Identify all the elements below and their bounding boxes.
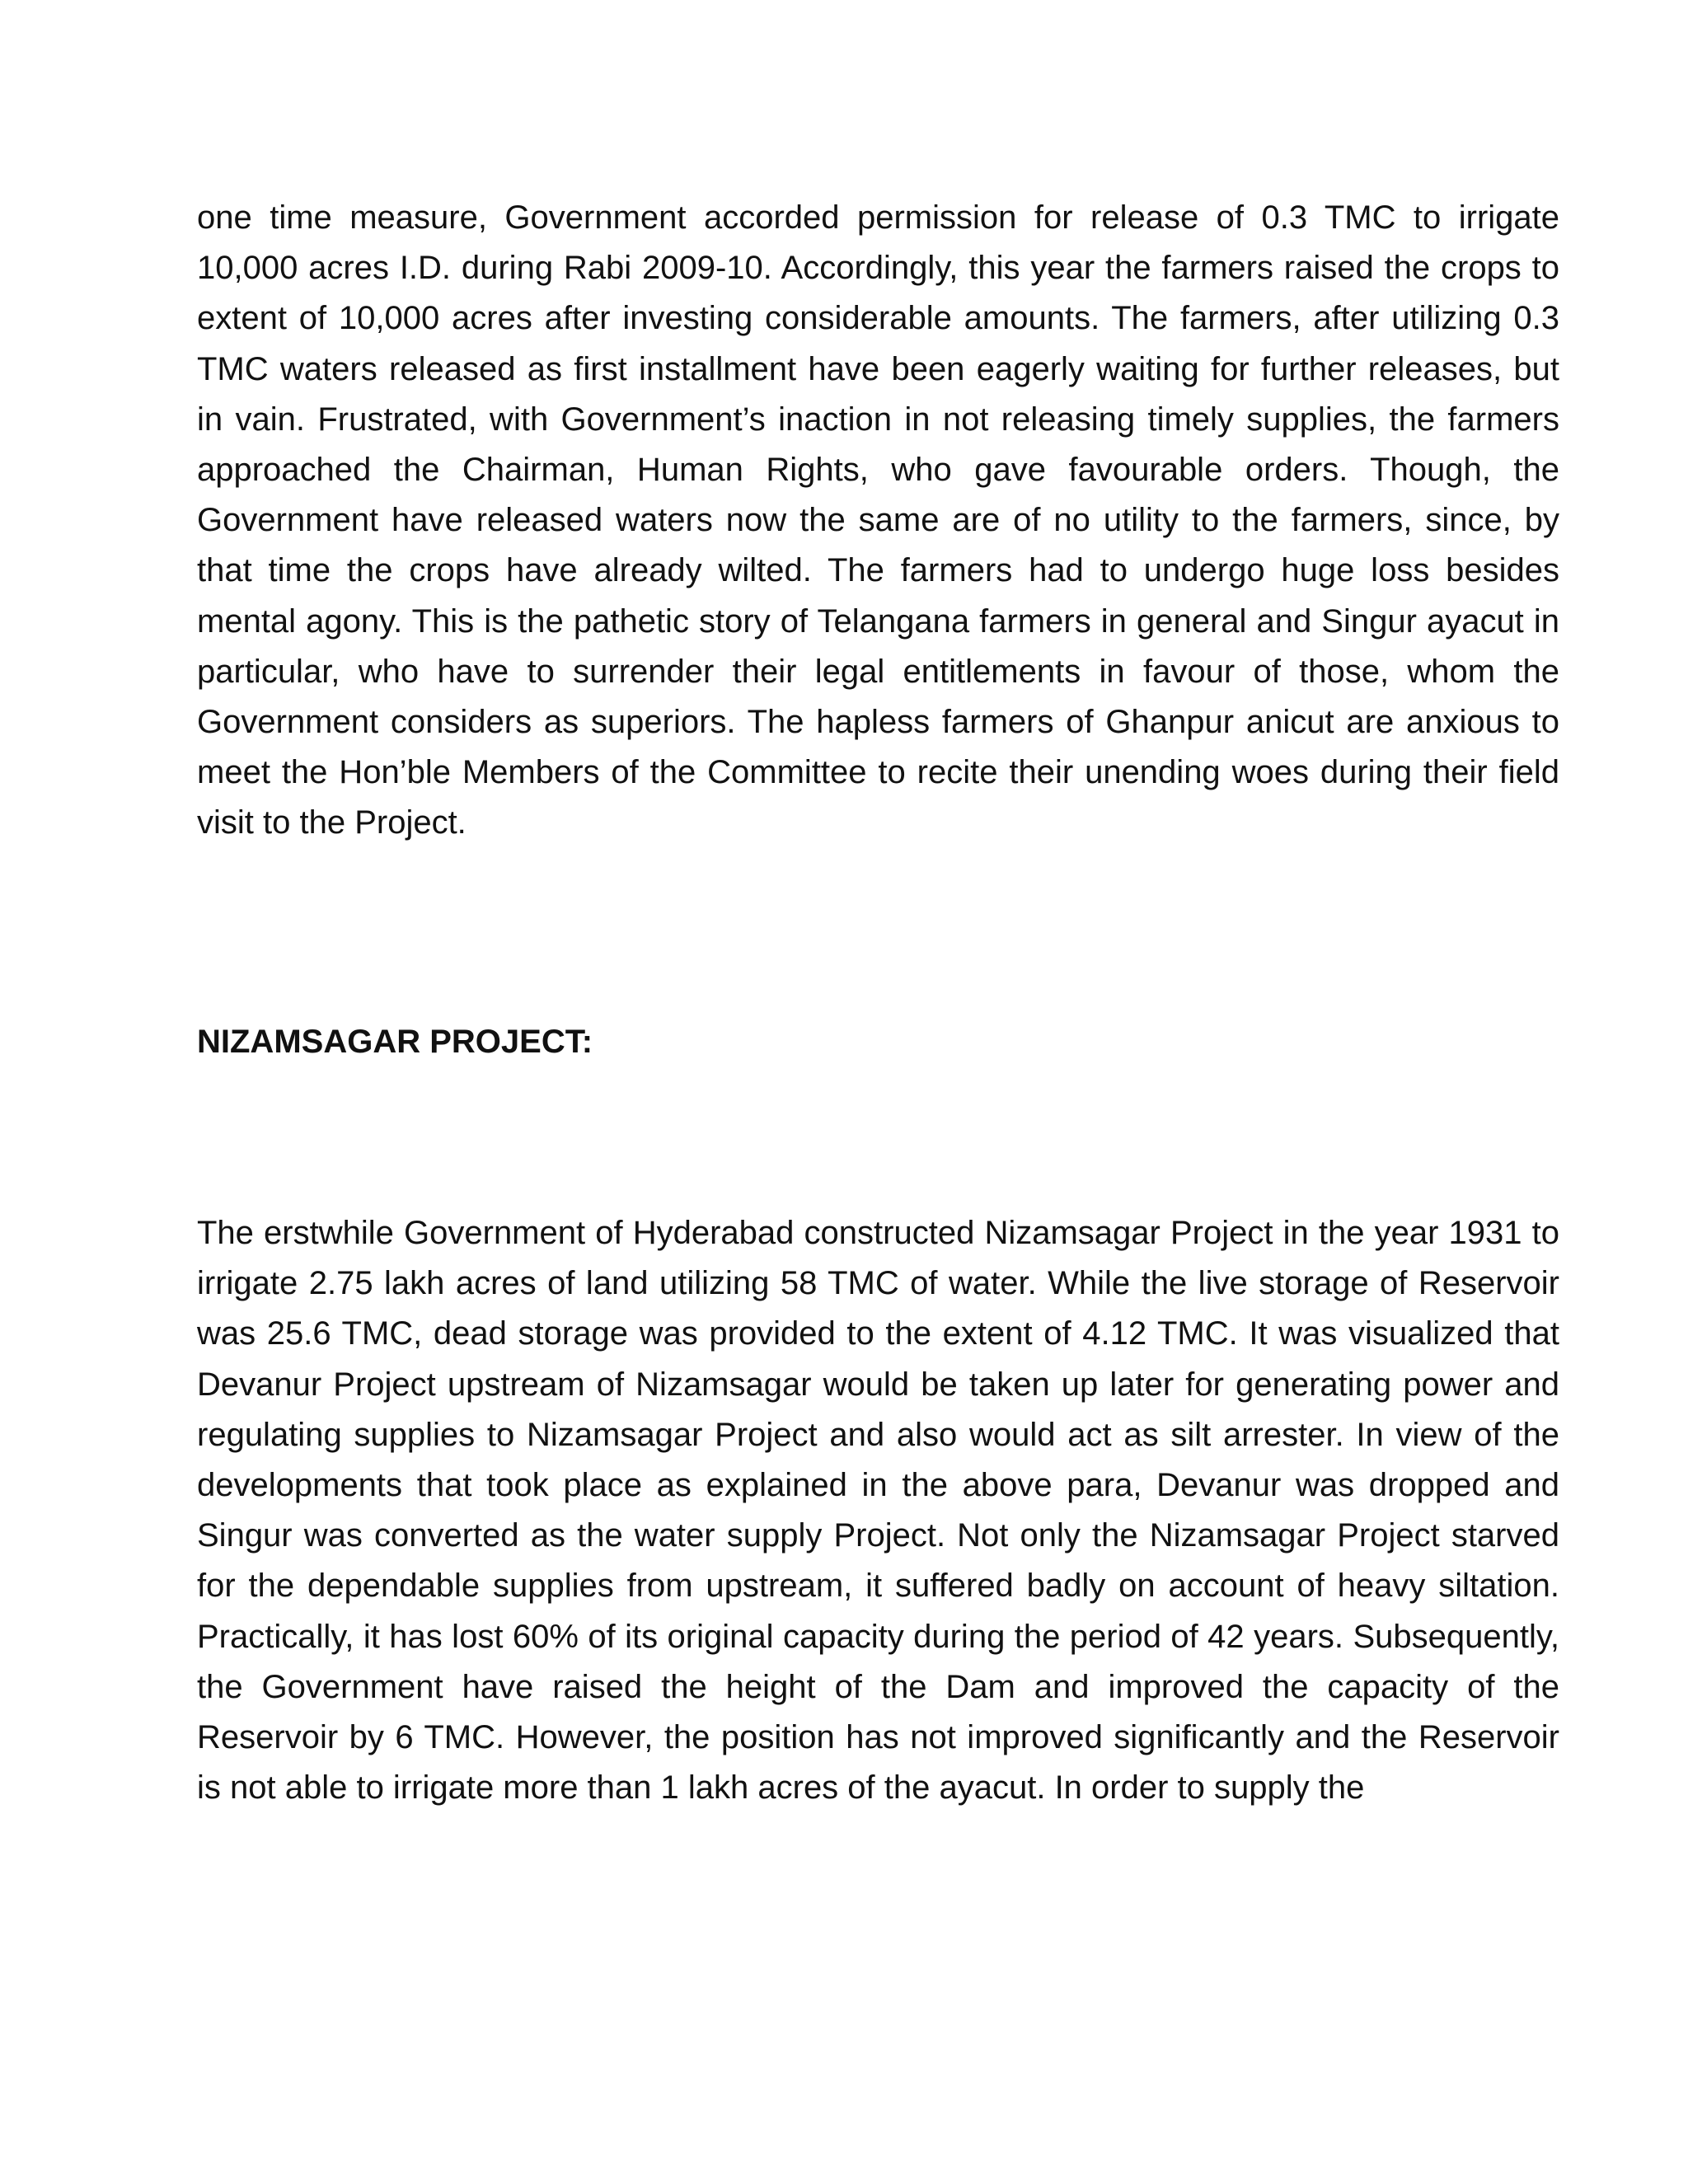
paragraph-singur-ayacut: one time measure, Government accorded permission for release of 0.3 TMC to irrigate 10,000 acres I.D. during Rabi 2009-10. Accordingly, this year the farmers raised the crops to extent of 10,000 acres after investing considerable amounts. The farmers, after utilizing 0.3 TMC waters released as first installment have been eagerly waiting for further releases, but in vain. Frustrated, with Government’s inaction in not releasing timely supplies, the farmers approached the Chairman, Human Rights, who gave favourable orders. Though, the Government have released waters now the same are of no utility to the farmers, since, by that time the crops have already wilted. The farmers had to undergo huge loss besides mental agony. This is the pathetic story of Telangana farmers in general and Singur ayacut in particular, who have to surrender their legal entitlements in favour of those, whom the Government considers as superiors. The hapless farmers of Ghanpur anicut are anxious to meet the Hon’ble Members of the Committee to recite their unending woes during their field visit to the Project. (197, 199, 1559, 841)
paragraph-nizamsagar-project: The erstwhile Government of Hyderabad constructed Nizamsagar Project in the year 1931 to irrigate 2.75 lakh acres of land utilizing 58 TMC of water. While the live storage of Reservoir was 25.6 TMC, dead storage was provided to the extent of 4.12 TMC. It was visualized that Devanur Project upstream of Nizamsagar would be taken up later for generating power and regulating supplies to Nizamsagar Project and also would act as silt arrester. In view of the developments that took place as explained in the above para, Devanur was dropped and Singur was converted as the water supply Project. Not only the Nizamsagar Project starved for the dependable supplies from upstream, it suffered badly on account of heavy siltation. Practically, it has lost 60% of its original capacity during the period of 42 years. Subsequently, the Government have raised the height of the Dam and improved the capacity of the Reservoir by 6 TMC. However, the position has not improved significantly and the Reservoir is not able to irrigate more than 1 lakh acres of the ayacut. In order to supply the (197, 1215, 1559, 1807)
section-heading-nizamsagar: NIZAMSAGAR PROJECT: (197, 1024, 593, 1060)
